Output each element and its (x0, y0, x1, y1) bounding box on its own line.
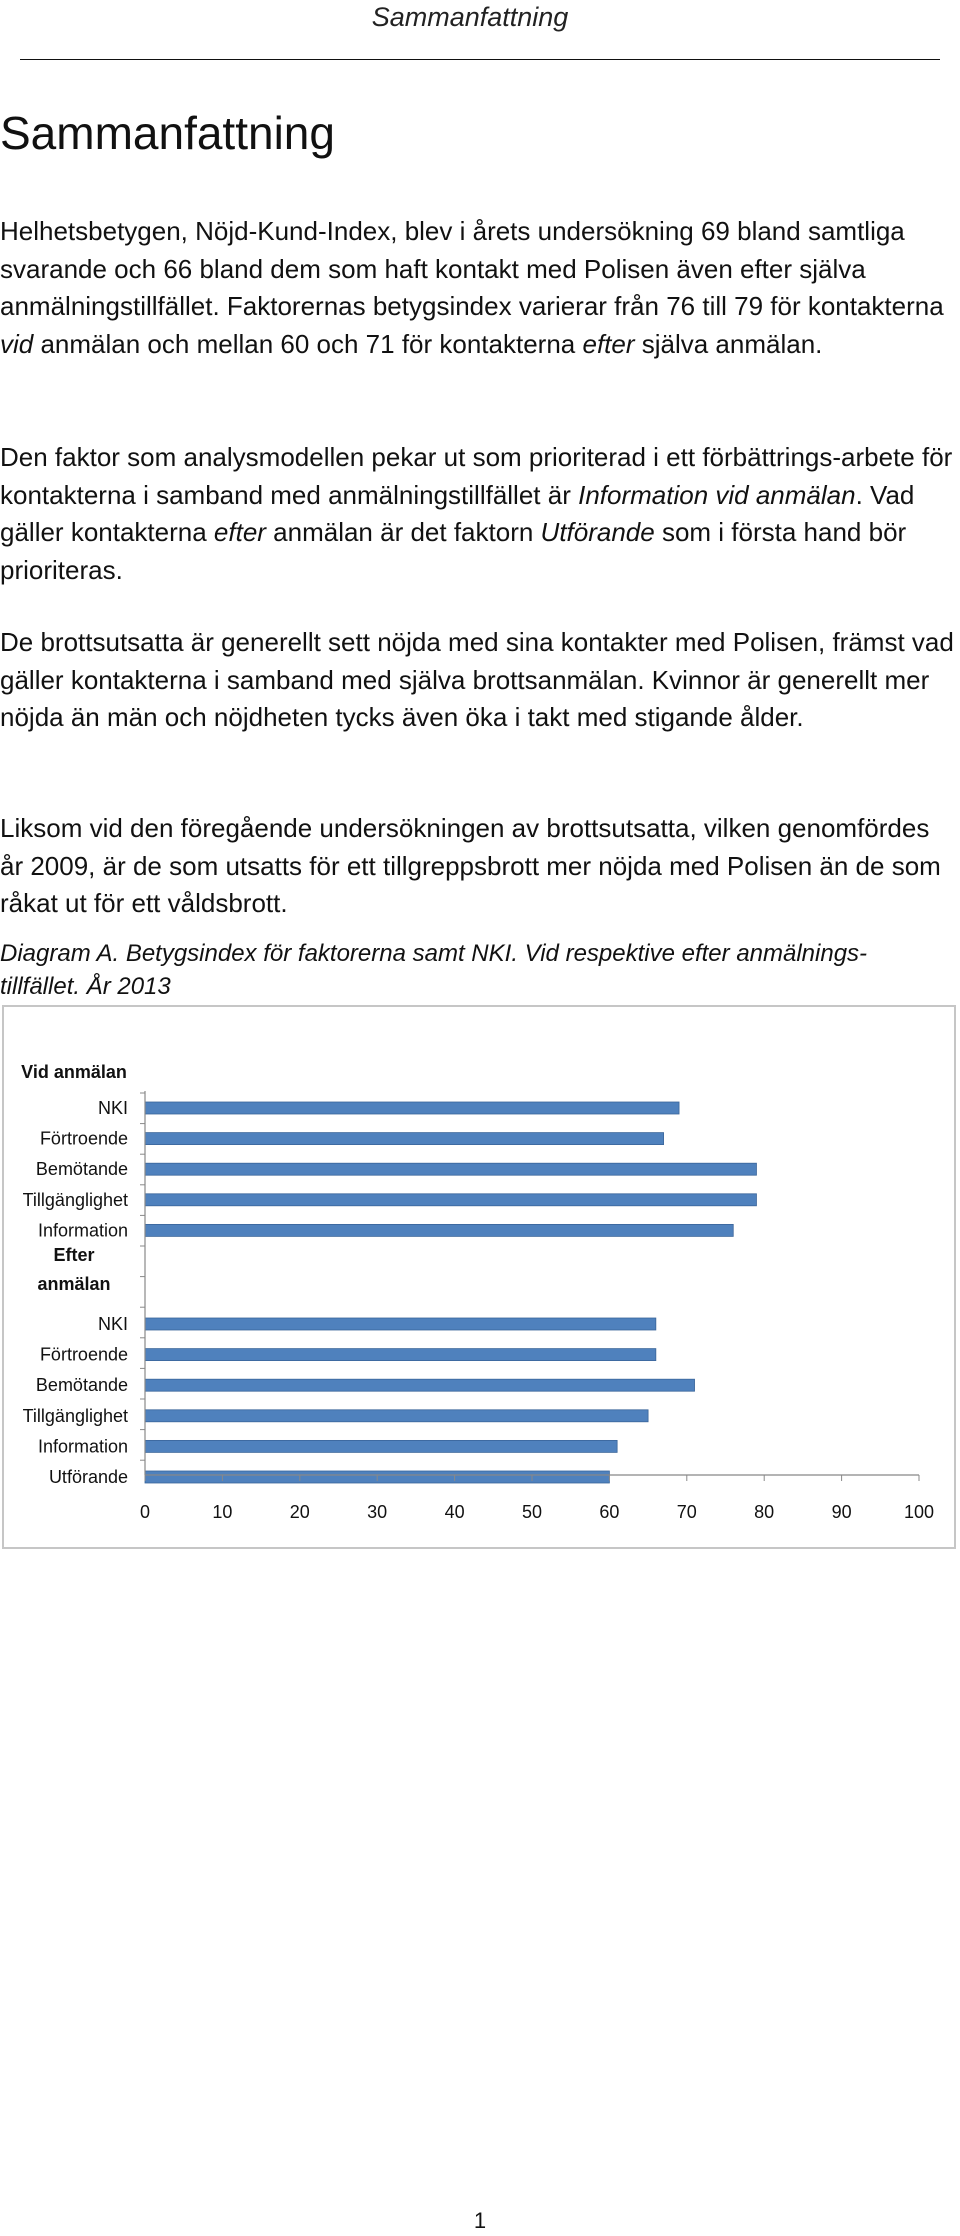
bar (145, 1224, 733, 1236)
x-tick-label: 80 (754, 1502, 775, 1522)
category-label: Förtroende (39, 1344, 128, 1365)
x-tick-label: 90 (831, 1502, 852, 1522)
x-tick-label: 60 (599, 1502, 620, 1522)
group-label-1-line2: anmälan (37, 1274, 111, 1294)
bar (145, 1379, 695, 1391)
bar (145, 1163, 756, 1175)
bar (145, 1133, 664, 1145)
bar (145, 1102, 679, 1114)
x-tick-label: 0 (139, 1502, 151, 1522)
x-tick-label: 50 (521, 1502, 543, 1522)
bar-chart (2, 1005, 956, 1549)
category-label: Förtroende (39, 1128, 128, 1149)
bar (145, 1194, 756, 1206)
x-tick-label: 70 (676, 1502, 697, 1522)
category-label: Bemötande (35, 1159, 128, 1180)
x-tick-label: 10 (212, 1502, 233, 1522)
bar (145, 1318, 656, 1330)
x-tick-label: 100 (903, 1502, 935, 1522)
x-tick-label: 40 (444, 1502, 465, 1522)
bar (145, 1349, 656, 1361)
group-label-0: Vid anmälan (21, 1062, 127, 1082)
bar-chart-svg (4, 1007, 954, 1547)
bar (145, 1410, 648, 1422)
page-title: Sammanfattning (0, 107, 335, 159)
paragraph-satisfaction: De brottsutsatta är generellt sett nöjda med sina kontakter med Polisen, främst vad gäller kontakterna i samband med själva brottsanmälan. Kvinnor är generellt mer nöjda än män och nöjdheten tycks även öka i takt med stigande ålder. (0, 627, 954, 732)
running-header: Sammanfattning (371, 2, 569, 32)
paragraph-priority: Den faktor som analysmodellen pekar ut som prioriterad i ett förbättrings-arbete för kontakterna i samband med anmälningstillfället är Information vid anmälan. Vad gäller kontakterna efter anmälan är det faktorn Utförande som i första hand bör prioriteras. (0, 442, 953, 585)
x-tick-label: 30 (367, 1502, 388, 1522)
bar (145, 1440, 617, 1452)
category-label: Bemötande (35, 1375, 128, 1396)
x-tick-label: 20 (289, 1502, 310, 1522)
category-label: Information (37, 1220, 128, 1241)
category-label: Tillgänglighet (22, 1405, 128, 1426)
paragraph-comparison: Liksom vid den föregående undersökningen av brottsutsatta, vilken genomfördes år 2009, är de som utsatts för ett tillgreppsbrott mer nöjda med Polisen än de som råkat ut för ett våldsbrott. (0, 813, 941, 918)
category-label: NKI (97, 1098, 128, 1118)
category-label: Tillgänglighet (22, 1189, 128, 1210)
paragraph-nki: Helhetsbetygen, Nöjd-Kund-Index, blev i årets undersökning 69 bland samtliga svarande och 66 bland dem som haft kontakt med Polisen även efter själva anmälningstillfället. Faktorernas betygsindex varierar från 76 till 79 för kontakterna vid anmälan och mellan 60 och 71 för kontakterna efter själva anmälan. (0, 216, 944, 359)
header-rule (20, 59, 940, 60)
category-label: NKI (97, 1314, 128, 1334)
page-number: 1 (473, 2208, 487, 2233)
diagram-caption: Diagram A. Betygsindex för faktorerna samt NKI. Vid respektive efter anmälnings-tillfället. År 2013 (0, 940, 868, 1000)
category-label: Information (37, 1436, 128, 1457)
category-label: Utförande (48, 1467, 128, 1487)
group-label-1-line1: Efter (53, 1245, 95, 1265)
